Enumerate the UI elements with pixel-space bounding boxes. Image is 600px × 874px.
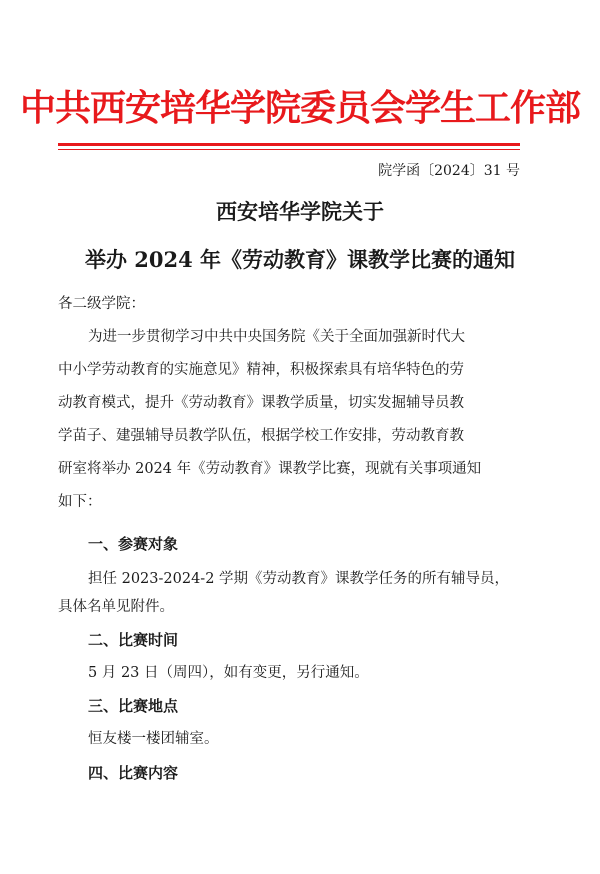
section-heading: 三、比赛地点 (88, 697, 179, 715)
document-number: 院学函〔2024〕31 号 (378, 163, 520, 179)
document-title-line-1: 西安培华学院关于 (216, 199, 384, 224)
section-line: 恒友楼一楼团辅室。 (88, 731, 219, 747)
red-header-rule-thick (58, 143, 520, 146)
section-heading: 二、比赛时间 (88, 631, 179, 649)
salutation: 各二级学院： (58, 296, 145, 312)
intro-line: 动教育模式，提升《劳动教育》课教学质量，切实发掘辅导员教 (58, 395, 464, 411)
intro-line: 研室将举办 2024 年《劳动教育》课教学比赛，现就有关事项通知 (58, 461, 482, 477)
intro-line: 为进一步贯彻学习中共中央国务院《关于全面加强新时代大 (88, 329, 465, 345)
intro-line: 如下： (58, 494, 102, 510)
section-line: 具体名单见附件。 (58, 599, 174, 615)
section-line: 5 月 23 日（周四），如有变更，另行通知。 (88, 665, 369, 681)
issuing-department-title: 中共西安培华学院委员会学生工作部 (19, 88, 580, 129)
section-heading: 四、比赛内容 (88, 764, 179, 782)
red-header-rule-thin (58, 149, 520, 150)
section-heading: 一、参赛对象 (88, 535, 179, 553)
intro-line: 中小学劳动教育的实施意见》精神，积极探索具有培华特色的劳 (58, 362, 464, 378)
section-line: 担任 2023-2024-2 学期《劳动教育》课教学任务的所有辅导员， (88, 571, 510, 587)
intro-line: 学苗子、建强辅导员教学队伍，根据学校工作安排，劳动教育教 (58, 428, 464, 444)
document-title-line-2: 举办 2024 年《劳动教育》课教学比赛的通知 (84, 247, 516, 272)
